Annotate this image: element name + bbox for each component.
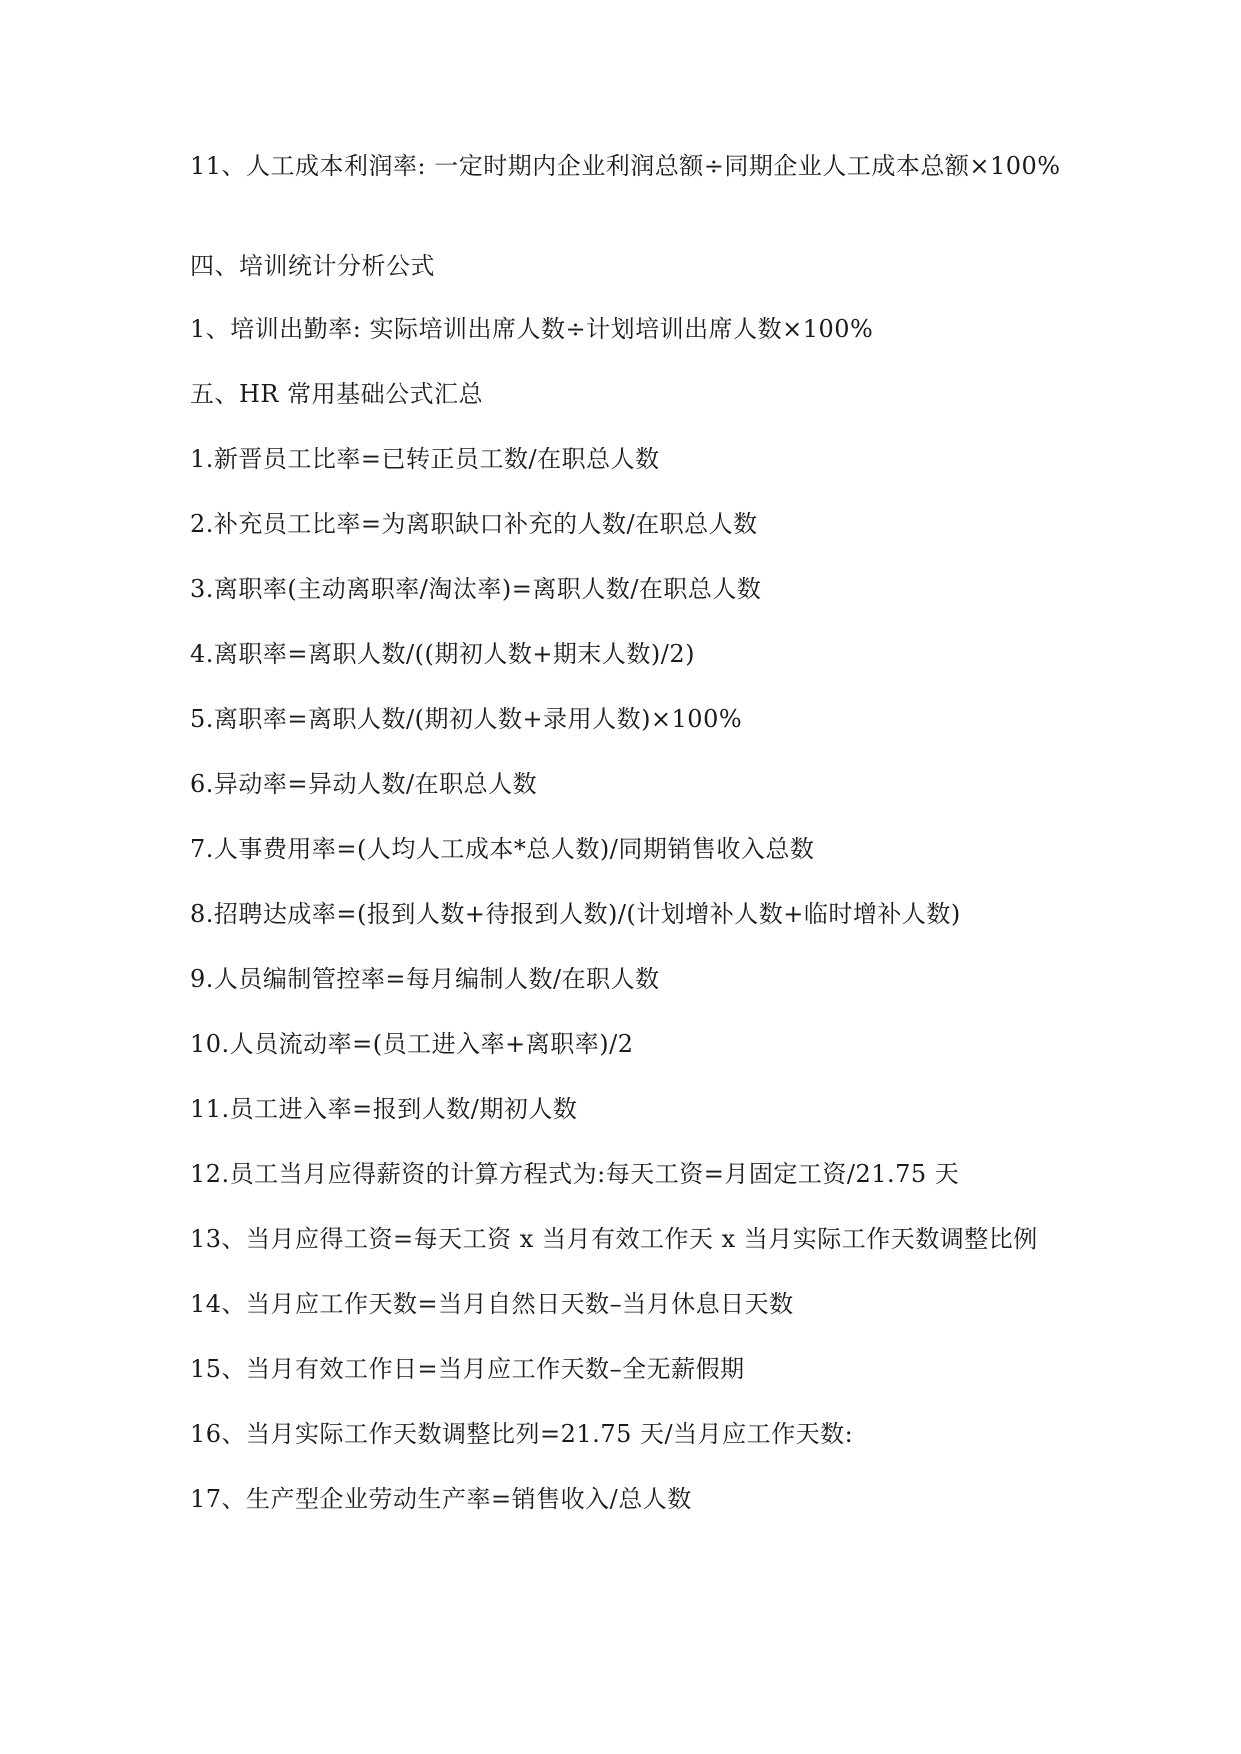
formula-line: 11、人工成本利润率: 一定时期内企业利润总额÷同期企业人工成本总额×100% <box>190 152 1061 180</box>
formula-line: 14、当月应工作天数=当月自然日天数–当月休息日天数 <box>190 1290 794 1318</box>
formula-line: 12.员工当月应得薪资的计算方程式为:每天工资=月固定工资/21.75 天 <box>190 1160 960 1188</box>
formula-line: 16、当月实际工作天数调整比列=21.75 天/当月应工作天数: <box>190 1420 854 1448</box>
formula-line: 15、当月有效工作日=当月应工作天数–全无薪假期 <box>190 1355 745 1383</box>
formula-line: 2.补充员工比率=为离职缺口补充的人数/在职总人数 <box>190 510 758 538</box>
formula-line: 4.离职率=离职人数/((期初人数+期末人数)/2) <box>190 640 696 668</box>
formula-line: 13、当月应得工资=每天工资 x 当月有效工作天 x 当月实际工作天数调整比例 <box>190 1225 1038 1253</box>
section-heading: 四、培训统计分析公式 <box>190 252 435 280</box>
formula-line: 11.员工进入率=报到人数/期初人数 <box>190 1095 578 1123</box>
formula-line: 6.异动率=异动人数/在职总人数 <box>190 770 538 798</box>
formula-line: 7.人事费用率=(人均人工成本*总人数)/同期销售收入总数 <box>190 835 815 863</box>
formula-line: 5.离职率=离职人数/(期初人数+录用人数)×100% <box>190 705 743 733</box>
formula-line: 3.离职率(主动离职率/淘汰率)=离职人数/在职总人数 <box>190 575 762 603</box>
section-heading: 五、HR 常用基础公式汇总 <box>190 380 484 408</box>
formula-line: 1、培训出勤率: 实际培训出席人数÷计划培训出席人数×100% <box>190 315 874 343</box>
formula-line: 17、生产型企业劳动生产率=销售收入/总人数 <box>190 1485 692 1513</box>
formula-line: 9.人员编制管控率=每月编制人数/在职人数 <box>190 965 660 993</box>
formula-line: 8.招聘达成率=(报到人数+待报到人数)/(计划增补人数+临时增补人数) <box>190 900 961 928</box>
formula-line: 1.新晋员工比率=已转正员工数/在职总人数 <box>190 445 660 473</box>
formula-line: 10.人员流动率=(员工进入率+离职率)/2 <box>190 1030 634 1058</box>
